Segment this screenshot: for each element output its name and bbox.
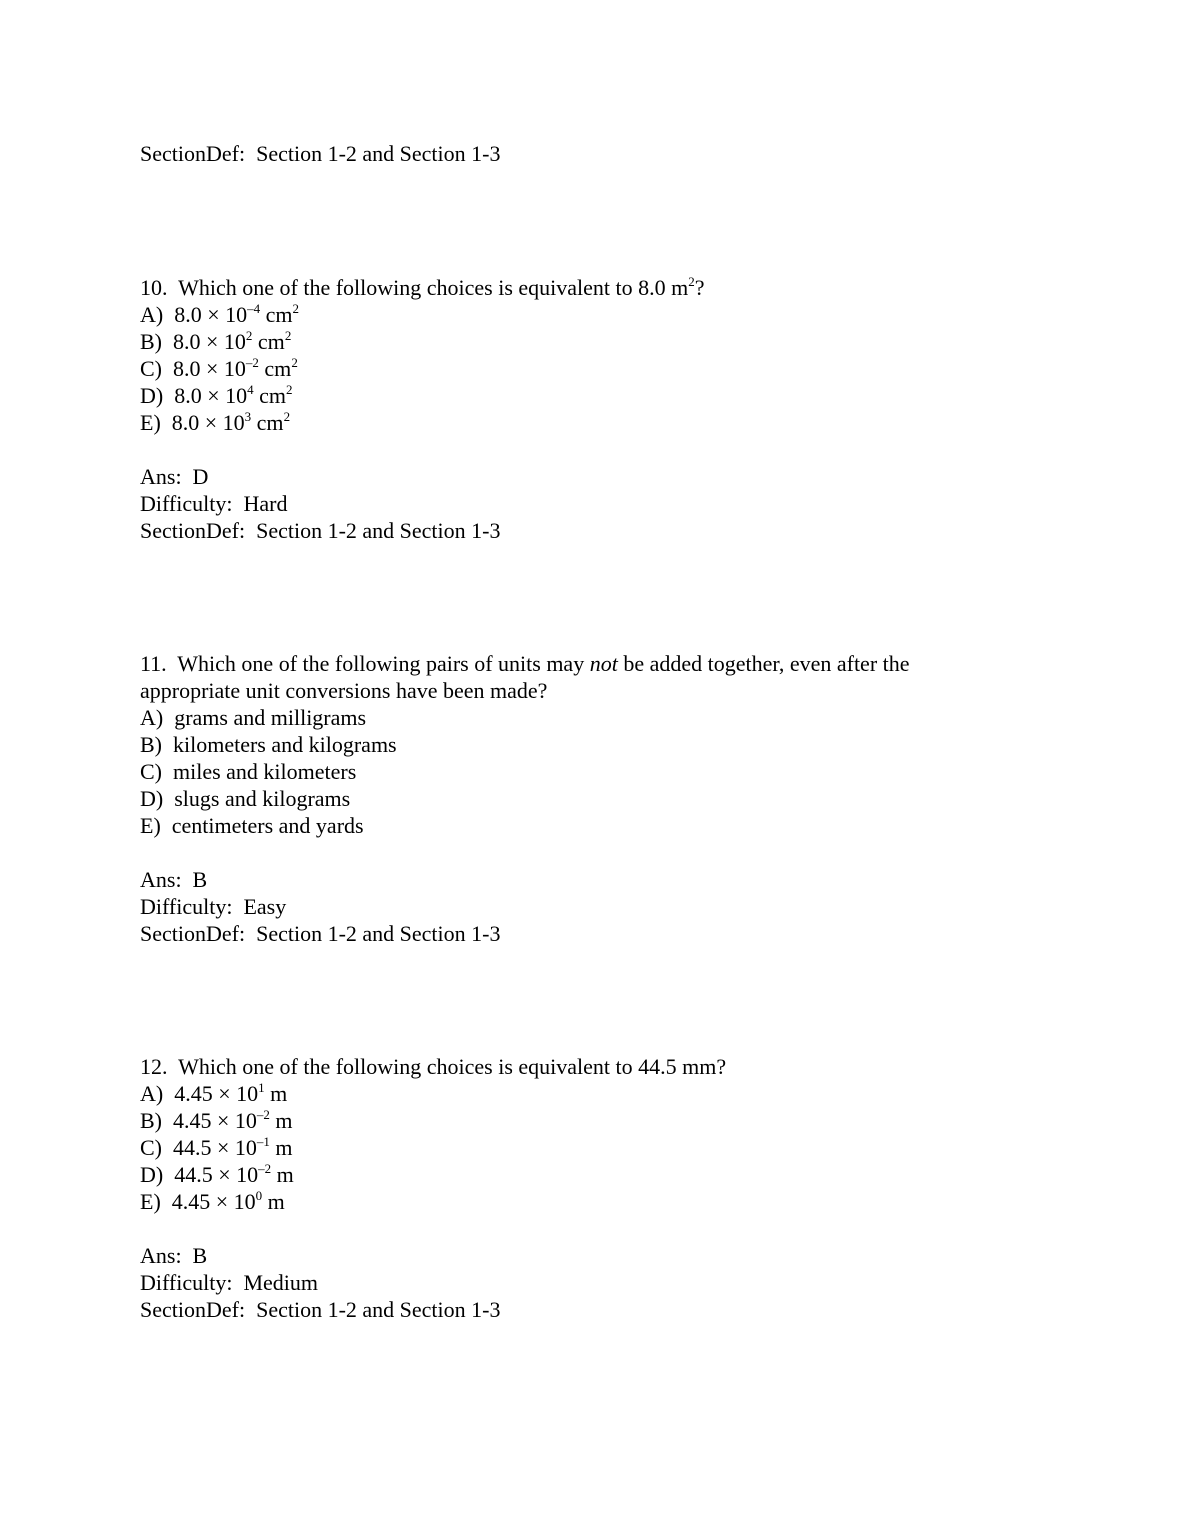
q12-difficulty: Difficulty: Medium — [140, 1270, 319, 1295]
q10-difficulty: Difficulty: Hard — [140, 491, 288, 516]
q12-section-def: SectionDef: Section 1-2 and Section 1-3 — [140, 1297, 501, 1322]
q10-choice-c: C) $8.0 \times 10^{-2}$ $cm^2$ — [140, 355, 298, 381]
q11-difficulty: Difficulty: Easy — [140, 894, 287, 919]
q11-choice-b: B) kilometers and kilograms — [140, 732, 397, 757]
q11-answer: Ans: B — [140, 867, 208, 892]
q10-choice-a: A) $8.0 \times 10^{-4}$ $cm^2$ — [140, 301, 300, 327]
q12-choice-d: D) $44.5 \times 10^{-2}$ m — [140, 1161, 294, 1187]
q12-choice-a: A) $4.45 \times 10^1$ m — [140, 1080, 288, 1106]
q10-choice-e: E) $8.0 \times 10^3$ $cm^2$ — [140, 409, 291, 435]
q10-choice-d: D) $8.0 \times 10^4$ $cm^2$ — [140, 382, 293, 408]
section-def-top: SectionDef: Section 1-2 and Section 1-3 — [140, 141, 501, 166]
question-11-stem: 11. Which one of the following pairs of units may not be added together, even after the — [140, 651, 910, 676]
q12-choice-b: B) $4.45 \times 10^{-2}$ m — [140, 1107, 293, 1133]
q10-section-def: SectionDef: Section 1-2 and Section 1-3 — [140, 518, 501, 543]
question-10-stem: 10. Which one of the following choices is equivalent to 8.0 $m^2$? — [140, 274, 705, 300]
q11-choice-d: D) slugs and kilograms — [140, 786, 351, 811]
q11-choice-e: E) centimeters and yards — [140, 813, 364, 838]
q11-choice-c: C) miles and kilometers — [140, 759, 357, 784]
question-11-stem-line2: appropriate unit conversions have been made? — [140, 678, 548, 703]
q10-choice-b: B) $8.0 \times 10^2$ $cm^2$ — [140, 328, 292, 354]
q12-answer: Ans: B — [140, 1243, 208, 1268]
question-12-stem: 12. Which one of the following choices is equivalent to 44.5 mm? — [140, 1054, 727, 1079]
q11-section-def: SectionDef: Section 1-2 and Section 1-3 — [140, 921, 501, 946]
q10-answer: Ans: D — [140, 464, 209, 489]
q12-choice-c: C) $44.5 \times 10^{-1}$ m — [140, 1134, 293, 1160]
q12-choice-e: E) $4.45 \times 10^0$ m — [140, 1188, 285, 1214]
q11-choice-a: A) grams and milligrams — [140, 705, 367, 730]
